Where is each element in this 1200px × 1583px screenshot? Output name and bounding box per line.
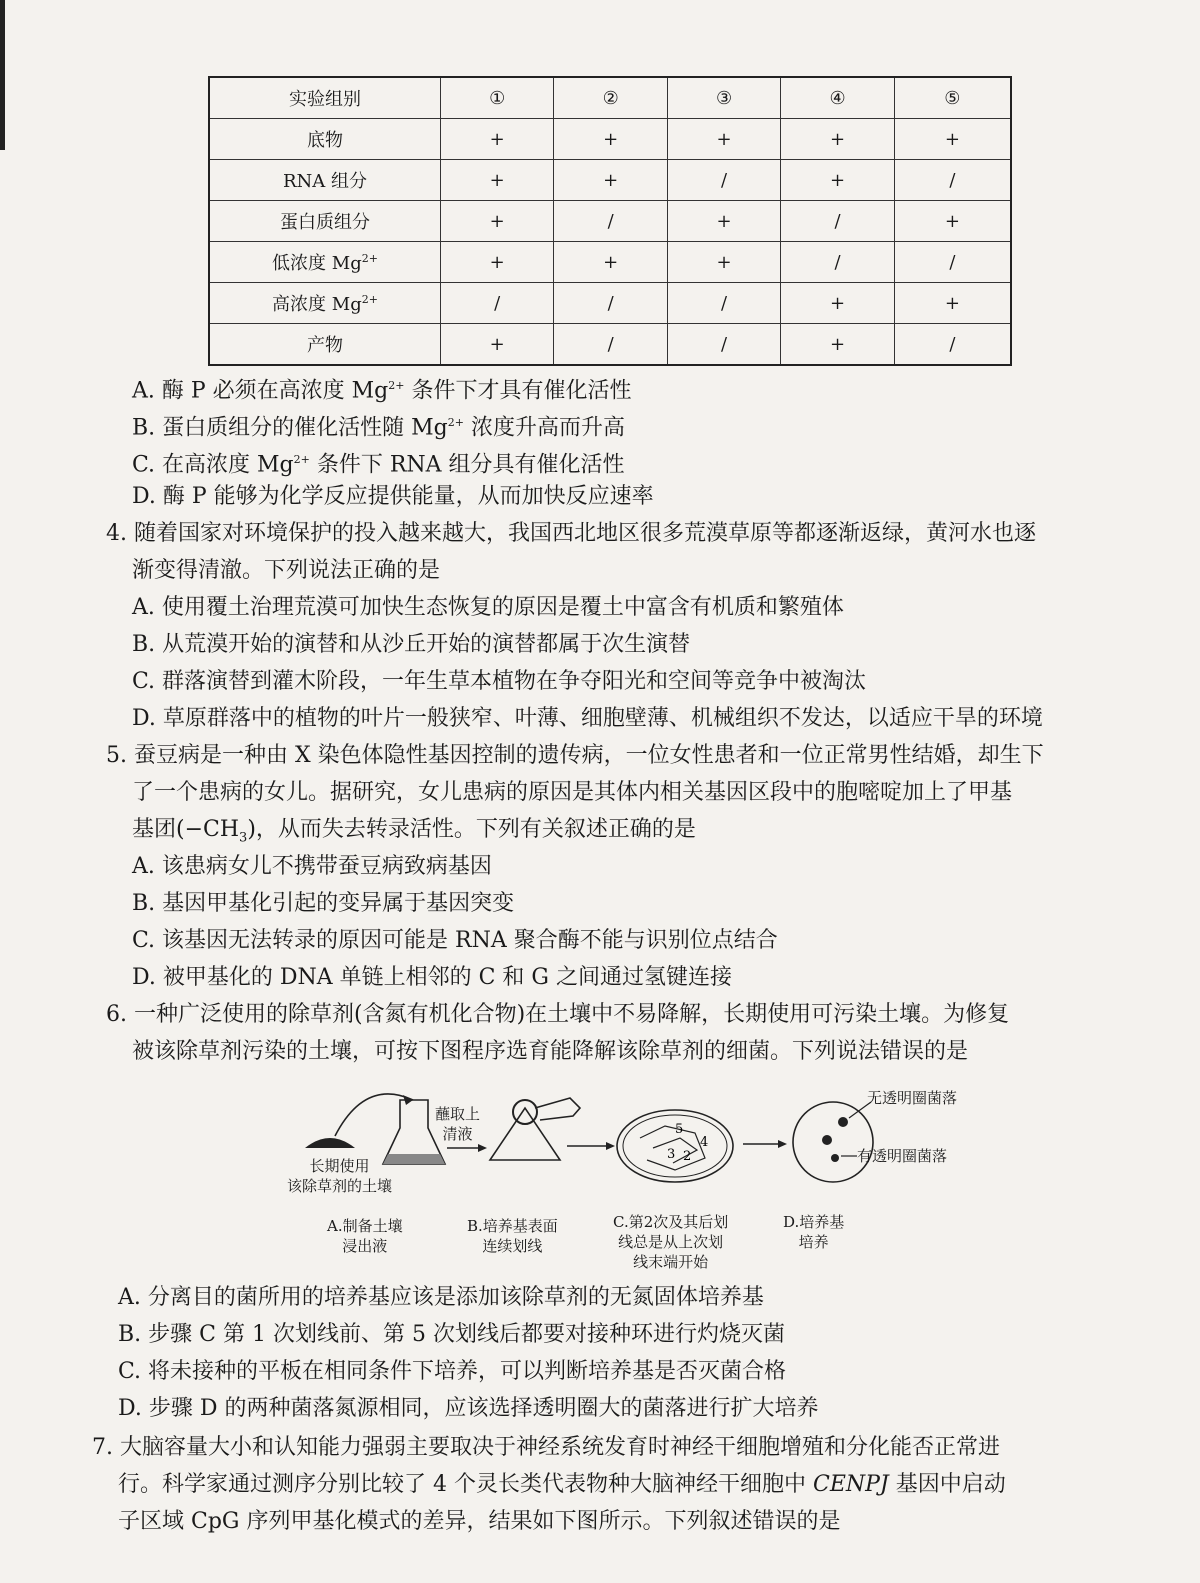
q6-option-a: A. 分离目的菌所用的培养基应该是添加该除草剂的无氮固体培养基	[118, 1285, 764, 1310]
soil-label	[287, 1156, 392, 1196]
text: B.培养基表面	[467, 1217, 558, 1235]
table-row	[209, 242, 1011, 283]
culture-plate-c-icon	[617, 1110, 733, 1182]
text: 浓度升高而升高	[463, 415, 625, 441]
plate-number: 5	[675, 1122, 684, 1137]
q6-option-d: D. 步骤 D 的两种菌落氮源相同，应该选择透明圈大的菌落进行扩大培养	[118, 1396, 819, 1421]
table-row	[209, 324, 1011, 366]
row-label: 底物	[209, 119, 441, 160]
table-cell: /	[667, 283, 780, 324]
text: A. 酶 P 必须在高浓度 Mg	[132, 378, 389, 404]
table-row	[209, 160, 1011, 201]
row-label: 产物	[209, 324, 441, 366]
text: C.第2次及其后划	[613, 1213, 729, 1231]
q4-stem: 4. 随着国家对环境保护的投入越来越大，我国西北地区很多荒漠草原等都逐渐返绿，黄河水也逐	[106, 521, 1036, 546]
text: 条件下才具有催化活性	[404, 378, 632, 404]
q5-option-d: D. 被甲基化的 DNA 单链上相邻的 C 和 G 之间通过氢键连接	[132, 965, 732, 990]
soil-mound-icon	[305, 1138, 355, 1148]
q3-option-a	[132, 372, 632, 405]
text: 条件下 RNA 组分具有催化活性	[309, 452, 625, 478]
table-cell: +	[441, 201, 554, 242]
colony-halo	[831, 1154, 839, 1162]
table-cell: +	[554, 119, 667, 160]
table-cell: /	[667, 160, 780, 201]
q4-option-c: C. 群落演替到灌木阶段，一年生草本植物在争夺阳光和空间等竞争中被淘汰	[132, 669, 867, 694]
table-row	[209, 283, 1011, 324]
q6-stem-cont: 被该除草剂污染的土壤，可按下图程序选育能降解该除草剂的细菌。下列说法错误的是	[132, 1039, 969, 1064]
table-cell: /	[554, 324, 667, 366]
step-a-label	[327, 1216, 403, 1256]
table-cell: +	[894, 201, 1011, 242]
table-cell: /	[781, 242, 894, 283]
q3-option-d: D. 酶 P 能够为化学反应提供能量，从而加快反应速率	[132, 484, 654, 509]
flask-liquid	[383, 1154, 445, 1164]
experiment-table	[208, 76, 1012, 366]
hand-icon	[535, 1098, 580, 1120]
q4-option-b: B. 从荒漠开始的演替和从沙丘开始的演替都属于次生演替	[132, 632, 691, 657]
text: C. 在高浓度 Mg	[132, 452, 294, 478]
table-cell: /	[667, 324, 780, 366]
text: 清液	[442, 1125, 473, 1143]
text: 连续划线	[482, 1237, 543, 1255]
table-cell: +	[441, 119, 554, 160]
q6-option-c: C. 将未接种的平板在相同条件下培养，可以判断培养基是否灭菌合格	[118, 1359, 787, 1384]
row-label: 蛋白质组分	[209, 201, 441, 242]
arrow-label	[435, 1104, 480, 1144]
table-header-cell: ①	[441, 77, 554, 119]
table-header-cell: ④	[781, 77, 894, 119]
table-cell: +	[781, 283, 894, 324]
text: 基团(−CH	[132, 817, 240, 842]
row-label: RNA 组分	[209, 160, 441, 201]
q4-option-a: A. 使用覆土治理荒漠可加快生态恢复的原因是覆土中富含有机质和繁殖体	[132, 595, 844, 620]
plate-number: 4	[700, 1135, 709, 1150]
table-cell: +	[554, 160, 667, 201]
text: 行。科学家通过测序分别比较了 4 个灵长类代表物种大脑神经干细胞中	[118, 1472, 813, 1497]
inoculating-loop-icon	[513, 1100, 537, 1124]
step-c-label	[613, 1212, 728, 1272]
q6-stem: 6. 一种广泛使用的除草剂(含氮有机化合物)在土壤中不易降解，长期使用可污染土壤。为修复	[106, 1002, 1010, 1027]
table-cell: /	[554, 201, 667, 242]
table-row	[209, 201, 1011, 242]
text: 线末端开始	[633, 1253, 709, 1271]
text: 基因中启动	[888, 1472, 1006, 1497]
table-cell: /	[781, 201, 894, 242]
text: 该除草剂的土壤	[287, 1177, 393, 1195]
q4-option-d: D. 草原群落中的植物的叶片一般狭窄、叶薄、细胞壁薄、机械组织不发达，以适应干旱的环境	[132, 706, 1043, 731]
arrow-head	[478, 1144, 487, 1152]
text: D.培养基	[783, 1213, 845, 1231]
table-cell: +	[667, 242, 780, 283]
halo-colony-label: 有透明圈菌落	[857, 1147, 948, 1165]
row-label-text: 低浓度 Mg	[272, 253, 362, 274]
q3-option-c	[132, 446, 625, 479]
row-label	[209, 283, 441, 324]
table-cell: /	[894, 324, 1011, 366]
text: 长期使用	[309, 1157, 370, 1175]
q6-option-b: B. 步骤 C 第 1 次划线前、第 5 次划线后都要对接种环进行灼烧灭菌	[118, 1322, 785, 1347]
table-header-cell: ⑤	[894, 77, 1011, 119]
text: 线总是从上次划	[618, 1233, 724, 1251]
row-label	[209, 242, 441, 283]
step-b-label	[467, 1216, 558, 1256]
table-header-cell: ③	[667, 77, 780, 119]
superscript: 2+	[361, 293, 378, 306]
arrow-head	[606, 1142, 615, 1150]
text: A.制备土壤	[327, 1217, 403, 1235]
q7-stem-cont	[118, 1471, 1006, 1499]
plate-number: 2	[683, 1149, 692, 1164]
culture-plate-d-icon	[793, 1102, 873, 1182]
table-cell: /	[894, 160, 1011, 201]
colony-no-halo	[838, 1117, 848, 1127]
table-cell: +	[667, 201, 780, 242]
table-header-cell: ②	[554, 77, 667, 119]
table-cell: +	[667, 119, 780, 160]
table-cell: /	[441, 283, 554, 324]
table-cell: +	[781, 119, 894, 160]
table-header-cell: 实验组别	[209, 77, 441, 119]
row-label-text: 高浓度 Mg	[272, 294, 362, 315]
table-cell: +	[781, 324, 894, 366]
text: B. 蛋白质组分的催化活性随 Mg	[132, 415, 448, 441]
q5-stem: 5. 蚕豆病是一种由 X 染色体隐性基因控制的遗传病，一位女性患者和一位正常男性结婚，却生下	[106, 743, 1044, 768]
table-header-row	[209, 77, 1011, 119]
q5-option-c: C. 该基因无法转录的原因可能是 RNA 聚合酶不能与识别位点结合	[132, 928, 778, 953]
gene-name: CENPJ	[812, 1472, 889, 1497]
text: 蘸取上	[435, 1105, 481, 1123]
table-cell: /	[894, 242, 1011, 283]
step-d-label	[783, 1212, 844, 1252]
no-halo-colony-label: 无透明圈菌落	[867, 1089, 958, 1107]
q5-stem-cont-2	[132, 816, 696, 852]
table-cell: +	[894, 119, 1011, 160]
culture-plate-b-icon	[490, 1108, 560, 1160]
table-cell: +	[441, 242, 554, 283]
table-cell: +	[441, 160, 554, 201]
superscript: 2+	[293, 453, 310, 466]
arrow-head	[778, 1140, 787, 1148]
bacteria-selection-diagram	[235, 1078, 1015, 1278]
q3-option-b	[132, 409, 625, 442]
table-cell: +	[781, 160, 894, 201]
page-binding-edge	[0, 0, 5, 150]
superscript: 2+	[388, 379, 405, 392]
table-cell: +	[441, 324, 554, 366]
text: 浸出液	[342, 1237, 388, 1255]
superscript: 2+	[361, 252, 378, 265]
superscript: 2+	[447, 416, 464, 429]
table-cell: +	[554, 242, 667, 283]
text: 培养	[798, 1233, 829, 1251]
table-cell: /	[554, 283, 667, 324]
table-row	[209, 119, 1011, 160]
q7-stem-cont-2: 子区域 CpG 序列甲基化模式的差异，结果如下图所示。下列叙述错误的是	[118, 1509, 841, 1534]
plate-number: 3	[667, 1147, 676, 1162]
q7-stem: 7. 大脑容量大小和认知能力强弱主要取决于神经系统发育时神经干细胞增殖和分化能否正常进	[92, 1435, 1000, 1460]
table-cell: +	[894, 283, 1011, 324]
subscript: 3	[239, 830, 248, 846]
colony	[822, 1135, 832, 1145]
q5-option-a: A. 该患病女儿不携带蚕豆病致病基因	[132, 854, 492, 879]
q5-stem-cont: 了一个患病的女儿。据研究，女儿患病的原因是其体内相关基因区段中的胞嘧啶加上了甲基	[132, 780, 1013, 805]
text: )，从而失去转录活性。下列有关叙述正确的是	[247, 817, 696, 842]
q5-option-b: B. 基因甲基化引起的变异属于基因突变	[132, 891, 515, 916]
q4-stem-cont: 渐变得清澈。下列说法正确的是	[132, 558, 441, 583]
